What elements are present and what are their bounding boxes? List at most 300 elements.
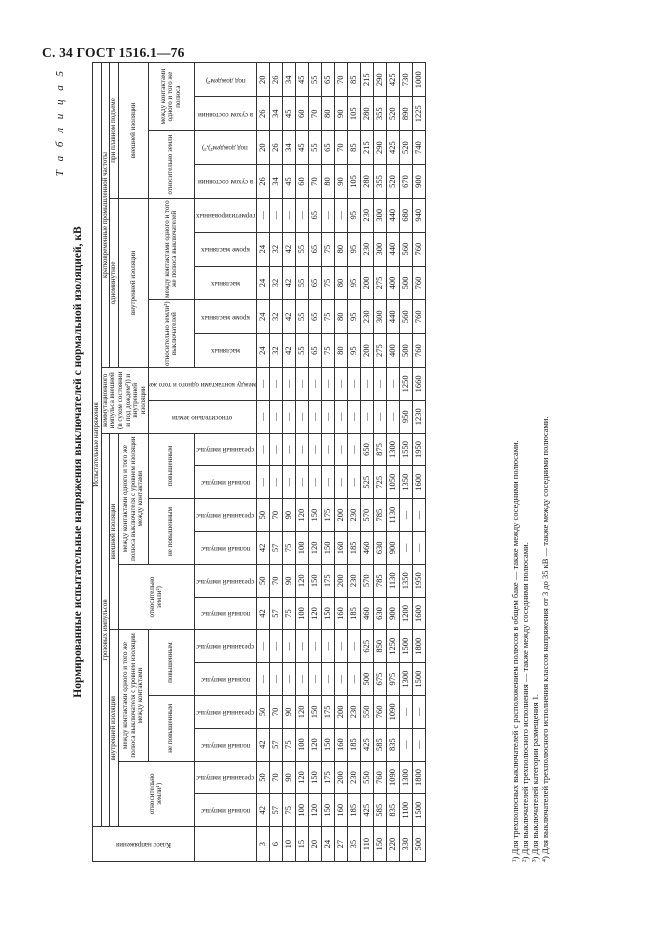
table-cell: 95	[347, 300, 360, 334]
table-cell: 24	[256, 266, 269, 300]
table-cell: 75	[282, 794, 295, 827]
table-cell: 90	[282, 499, 295, 532]
table-cell: —	[282, 368, 295, 401]
table-cell: 500	[399, 334, 412, 368]
table-cell: 42	[282, 334, 295, 368]
table-cell: 585	[373, 728, 386, 761]
table-cell: —	[256, 663, 269, 696]
table-cell: 200	[334, 695, 347, 728]
table-cell: 525	[360, 466, 373, 499]
table-cell: 835	[386, 728, 399, 761]
table-number: Т а б л и ц а 5	[54, 68, 66, 177]
table-cell: 440	[386, 232, 399, 266]
table-cell: —	[373, 400, 386, 433]
table-cell: 440	[386, 198, 399, 232]
header-rel-earth-2: относительно земли²)	[119, 564, 195, 630]
table-row	[347, 63, 360, 862]
table-cell: —	[334, 198, 347, 232]
header-hermetic: герметизированных	[194, 198, 256, 232]
table-cell: 520	[386, 97, 399, 131]
table-cell: 230	[360, 198, 373, 232]
table-cell: 300	[373, 300, 386, 334]
table-cell: —	[347, 466, 360, 499]
table-cell: —	[295, 198, 308, 232]
table-cell: 65	[308, 232, 321, 266]
table-cell: 290	[373, 63, 386, 97]
table-cell: 175	[321, 761, 334, 794]
table-cell: 55	[295, 300, 308, 334]
table-cell: 175	[321, 499, 334, 532]
voltage-class-cell: 500	[412, 827, 425, 862]
header-increased-int: повышенным	[148, 630, 194, 696]
table-cell: 120	[295, 564, 308, 597]
table-cell: 80	[321, 97, 334, 131]
table-cell: 230	[347, 695, 360, 728]
table-row	[373, 63, 386, 862]
table-cell: 425	[360, 794, 373, 827]
table-cell: 570	[360, 564, 373, 597]
table-cell: 355	[373, 97, 386, 131]
table-cell: 150	[321, 728, 334, 761]
header-oil: масляных	[194, 334, 256, 368]
table-cell: 57	[269, 794, 282, 827]
table-cell: 50	[256, 499, 269, 532]
voltage-class-cell: 3	[256, 827, 269, 862]
table-cell: 150	[308, 499, 321, 532]
voltage-class-cell: 110	[360, 827, 373, 862]
table-cell: 760	[373, 695, 386, 728]
table-cell: —	[269, 663, 282, 696]
header-increased-ext: повышенным	[148, 433, 194, 499]
table-cell: 70	[269, 761, 282, 794]
footnote: ²) Для выключателей трехполюсного исполнения — также между соседними полюсами.	[520, 542, 531, 862]
table-cell: 760	[373, 761, 386, 794]
table-cell: 95	[347, 198, 360, 232]
table-cell: 560	[399, 232, 412, 266]
table-cell: 50	[256, 564, 269, 597]
table-cell: 150	[321, 531, 334, 564]
table-cell: 20	[256, 63, 269, 97]
table-cell: —	[256, 368, 269, 401]
table-cell: 230	[347, 761, 360, 794]
table-cell: 26	[256, 165, 269, 199]
table-cell: —	[256, 466, 269, 499]
table-cell: 200	[334, 499, 347, 532]
table-cell: 20	[256, 131, 269, 165]
table-cell: —	[269, 198, 282, 232]
table-cell: —	[399, 499, 412, 532]
table-cell: 185	[347, 728, 360, 761]
table-cell: 95	[347, 266, 360, 300]
table-cell: 120	[308, 531, 321, 564]
table-cell: 120	[295, 695, 308, 728]
table-cell: 70	[334, 63, 347, 97]
table-cell: 42	[256, 794, 269, 827]
header-class-spacer	[194, 827, 256, 862]
table-cell: 85	[347, 63, 360, 97]
table-cell: 80	[334, 334, 347, 368]
table-cell: —	[295, 400, 308, 433]
table-cell: —	[269, 433, 282, 466]
table-cell: 940	[412, 198, 425, 232]
table-cell: 75	[321, 300, 334, 334]
table-cell: —	[386, 368, 399, 401]
table-cell: 230	[360, 300, 373, 334]
table-cell: 300	[373, 232, 386, 266]
table-cell: 75	[282, 531, 295, 564]
table-cell: 160	[334, 794, 347, 827]
table-cell: 280	[360, 165, 373, 199]
header-chopped: срезанный импульс	[194, 499, 256, 532]
table-cell: —	[295, 466, 308, 499]
table-cell: 150	[308, 564, 321, 597]
table-cell: 400	[386, 266, 399, 300]
table-cell: 550	[360, 761, 373, 794]
table-cell: 185	[347, 531, 360, 564]
table-cell: 1250	[386, 630, 399, 663]
header-not-increased-ext: не повышенным	[148, 499, 194, 565]
table-cell: 65	[308, 266, 321, 300]
header-between-contacts-ext2: между контактами одного и того же полюса	[148, 63, 194, 131]
table-cell: 280	[360, 97, 373, 131]
table-cell: —	[308, 663, 321, 696]
voltage-class-cell: 15	[295, 827, 308, 862]
table-cell: 105	[347, 97, 360, 131]
table-cell: 500	[360, 663, 373, 696]
table-cell: 24	[256, 334, 269, 368]
table-row	[412, 63, 425, 862]
voltage-class-cell: 35	[347, 827, 360, 862]
table-cell: 160	[334, 531, 347, 564]
header-external: внешней изоляции	[110, 433, 119, 630]
header-chopped: срезанный импульс	[194, 564, 256, 597]
table-cell: 60	[295, 97, 308, 131]
voltage-class-cell: 150	[373, 827, 386, 862]
table-cell: —	[256, 400, 269, 433]
table-cell: —	[269, 368, 282, 401]
table-cell: 90	[282, 564, 295, 597]
table-cell: 500	[399, 266, 412, 300]
table-cell: 230	[347, 499, 360, 532]
table-title: Нормированные испытательные напряжения выключателей с нормальной изоляцией, кВ	[72, 226, 84, 698]
header-full: полный импульс	[194, 728, 256, 761]
table-cell: —	[334, 433, 347, 466]
table-cell: 1600	[412, 597, 425, 630]
header-rain: под дождем²),³)	[194, 131, 256, 165]
voltage-class-cell: 10	[282, 827, 295, 862]
table-cell: 34	[269, 165, 282, 199]
table-cell: 150	[321, 794, 334, 827]
table-cell: 100	[295, 728, 308, 761]
table-cell: —	[308, 368, 321, 401]
table-cell: 70	[334, 131, 347, 165]
rotated-table-page	[52, 62, 612, 862]
table-cell: 740	[412, 131, 425, 165]
table-cell: 75	[321, 266, 334, 300]
table-cell: 55	[295, 232, 308, 266]
table-cell: —	[269, 400, 282, 433]
header-except-oil-2: кроме масляных	[194, 232, 256, 266]
table-cell: 45	[295, 63, 308, 97]
table-cell: —	[269, 630, 282, 663]
header-class: Класс напряжения	[93, 827, 195, 862]
table-cell: 32	[269, 232, 282, 266]
table-cell: 120	[308, 728, 321, 761]
header-rel-earth-1: относительно земли¹)	[119, 761, 195, 827]
footnotes	[510, 62, 550, 862]
table-cell: —	[308, 466, 321, 499]
table-cell: 230	[360, 232, 373, 266]
table-row	[360, 63, 373, 862]
table-cell: 65	[308, 198, 321, 232]
table-cell: —	[347, 400, 360, 433]
table-cell: —	[412, 531, 425, 564]
table-cell: —	[282, 198, 295, 232]
table-cell: —	[347, 630, 360, 663]
table-cell: 1230	[412, 400, 425, 433]
table-cell: 185	[347, 597, 360, 630]
header-rain2: под дождем²)	[194, 63, 256, 97]
table-cell: 150	[321, 597, 334, 630]
table-cell: —	[295, 368, 308, 401]
table-cell: 850	[373, 630, 386, 663]
table-cell: 950	[399, 400, 412, 433]
table-cell: 1500	[399, 630, 412, 663]
page-header: С. 34 ГОСТ 1516.1—76	[42, 45, 185, 60]
table-cell: 1500	[412, 794, 425, 827]
table-cell: —	[412, 499, 425, 532]
table-cell: 760	[412, 300, 425, 334]
table-cell: 200	[334, 761, 347, 794]
table-cell: 1130	[386, 564, 399, 597]
voltage-class-cell: 6	[269, 827, 282, 862]
table-cell: 875	[373, 433, 386, 466]
table-cell: 1225	[412, 97, 425, 131]
table-cell: —	[347, 368, 360, 401]
table-cell: 85	[347, 131, 360, 165]
table-cell: 100	[295, 531, 308, 564]
table-cell: 70	[308, 97, 321, 131]
table-cell: —	[334, 368, 347, 401]
table-cell: 175	[321, 695, 334, 728]
header-chopped: срезанный импульс	[194, 630, 256, 663]
table-cell: 1350	[399, 466, 412, 499]
header-between-contacts-int: между контактами одного и того же полюса выключателя с уровнем изоляции между контактами	[119, 630, 149, 761]
table-cell: 34	[269, 97, 282, 131]
table-cell: 425	[360, 728, 373, 761]
table-cell: 520	[386, 165, 399, 199]
table-cell: —	[360, 368, 373, 401]
table-cell: 1130	[386, 499, 399, 532]
table-cell: 105	[347, 165, 360, 199]
header-int-ins: внутренней изоляции	[119, 198, 149, 367]
table-cell: —	[386, 400, 399, 433]
table-cell: 585	[373, 794, 386, 827]
table-cell: 785	[373, 564, 386, 597]
table-cell: 1500	[412, 663, 425, 696]
table-cell: —	[334, 466, 347, 499]
table-cell: —	[308, 433, 321, 466]
table-cell: —	[321, 630, 334, 663]
table-cell: 975	[386, 663, 399, 696]
voltage-class-cell: 20	[308, 827, 321, 862]
table-cell: 55	[295, 334, 308, 368]
table-cell: 900	[386, 597, 399, 630]
table-cell: 1250	[399, 368, 412, 401]
table-cell: 26	[269, 63, 282, 97]
table-cell: 55	[295, 266, 308, 300]
header-sw-earth: относительно земли	[148, 400, 256, 433]
table-cell: —	[399, 728, 412, 761]
table-cell: —	[295, 433, 308, 466]
table-cell: 160	[334, 597, 347, 630]
table-cell: 150	[308, 761, 321, 794]
table-cell: 1800	[412, 761, 425, 794]
header-chopped: срезанный импульс	[194, 433, 256, 466]
table-cell: —	[399, 531, 412, 564]
table-cell: 75	[282, 728, 295, 761]
header-dry2: в сухом состоянии	[194, 97, 256, 131]
table-cell: 675	[373, 663, 386, 696]
table-cell: 760	[412, 334, 425, 368]
table-cell: —	[256, 198, 269, 232]
header-full: полный импульс	[194, 597, 256, 630]
table-cell: 1200	[399, 597, 412, 630]
table-cell: 400	[386, 334, 399, 368]
table-cell: 65	[321, 131, 334, 165]
table-cell: 100	[295, 794, 308, 827]
header-industrial: кратковременные промышленной частоты	[101, 63, 110, 368]
table-cell: 650	[360, 433, 373, 466]
header-full: полный импульс	[194, 466, 256, 499]
table-cell: 1090	[386, 695, 399, 728]
table-cell: 1090	[386, 761, 399, 794]
table-cell: —	[399, 695, 412, 728]
table-cell: 1950	[412, 564, 425, 597]
table-cell: 45	[295, 131, 308, 165]
table-cell: 460	[360, 597, 373, 630]
table-cell: —	[373, 368, 386, 401]
header-oil: масляных	[194, 266, 256, 300]
table-cell: —	[347, 433, 360, 466]
table-cell: —	[282, 466, 295, 499]
table-cell: 57	[269, 531, 282, 564]
table-cell: 65	[308, 334, 321, 368]
table-cell: 50	[256, 761, 269, 794]
table-cell: 55	[308, 63, 321, 97]
table-cell: 760	[412, 232, 425, 266]
table-cell: 1660	[412, 368, 425, 401]
header-not-increased-int: не повышенным	[148, 695, 194, 761]
table-cell: 75	[321, 334, 334, 368]
footnote: ¹) Для трехполюсных выключателей с расположением полюсов в общем баке — также между соседними полюсами.	[510, 440, 520, 862]
table-cell: 460	[360, 531, 373, 564]
header-sw-contacts: между контактами одного и того же	[148, 368, 256, 401]
table-cell: 160	[334, 728, 347, 761]
table-cell: 300	[373, 198, 386, 232]
header-ext-ins: внешней изоляции	[119, 63, 149, 199]
table-cell: 185	[347, 794, 360, 827]
voltage-class-cell: 220	[386, 827, 399, 862]
table-cell: 1300	[399, 663, 412, 696]
table-cell: 95	[347, 334, 360, 368]
table-cell: —	[308, 630, 321, 663]
table-cell: 34	[282, 131, 295, 165]
table-body	[256, 63, 425, 862]
table-cell: 42	[282, 300, 295, 334]
table-cell: 1000	[412, 63, 425, 97]
table-cell: 70	[269, 695, 282, 728]
table-cell: 120	[308, 597, 321, 630]
table-cell: —	[412, 695, 425, 728]
table-row	[282, 63, 295, 862]
table-cell: 275	[373, 334, 386, 368]
table-cell: —	[282, 630, 295, 663]
header-rel-earth-3: относительно земли³) выключателей	[148, 300, 194, 368]
table-cell: 55	[308, 131, 321, 165]
table-cell: 42	[282, 232, 295, 266]
table-cell: 785	[373, 499, 386, 532]
table-cell: 630	[373, 531, 386, 564]
table-row	[295, 63, 308, 862]
table-cell: 90	[334, 165, 347, 199]
table-cell: 45	[282, 165, 295, 199]
table-cell: 290	[373, 131, 386, 165]
header-dry: в сухом состоянии	[194, 165, 256, 199]
table-cell: —	[321, 433, 334, 466]
header-smooth-rise: при плавном подъеме	[110, 63, 119, 199]
table-cell: —	[321, 368, 334, 401]
table-cell: —	[308, 400, 321, 433]
table-cell: —	[360, 400, 373, 433]
table-cell: —	[269, 466, 282, 499]
table-cell: 890	[399, 97, 412, 131]
table-cell: 80	[321, 165, 334, 199]
header-internal: внутренней изоляции	[110, 630, 119, 827]
table-cell: 215	[360, 63, 373, 97]
table-cell: 725	[373, 466, 386, 499]
table-cell: 75	[321, 232, 334, 266]
voltage-table	[92, 62, 426, 862]
table-cell: 90	[334, 97, 347, 131]
table-cell: 95	[347, 232, 360, 266]
header-between-contacts-ind: между контактами одного и того же полюса выключателей	[148, 198, 194, 299]
header-full: полный импульс	[194, 794, 256, 827]
table-cell: 215	[360, 131, 373, 165]
table-cell: 70	[269, 564, 282, 597]
table-cell: —	[321, 466, 334, 499]
table-cell: 80	[334, 232, 347, 266]
footnote: ⁴) Для выключателей трехполюсного исполнения классов напряжения от 3 до 35 кВ — также между соседними полюсами.	[540, 416, 551, 862]
table-cell: 150	[308, 695, 321, 728]
table-cell: 730	[399, 63, 412, 97]
table-cell: 1300	[399, 761, 412, 794]
voltage-class-cell: 27	[334, 827, 347, 862]
table-cell: 50	[256, 695, 269, 728]
table-cell: 57	[269, 597, 282, 630]
table-cell: 520	[399, 131, 412, 165]
table-cell: 120	[295, 499, 308, 532]
table-cell: 425	[386, 63, 399, 97]
table-cell: 200	[334, 564, 347, 597]
header-lightning: грозовых импульсов	[101, 433, 110, 827]
header-switching: коммутационного импульса внешней (в сухом состоянии и под дождем²)) и внутренней изоляции	[101, 368, 148, 434]
table-cell: 275	[373, 266, 386, 300]
table-row	[399, 63, 412, 862]
header-rel-earth-ext: относительно земли	[148, 131, 194, 199]
table-cell: 70	[269, 499, 282, 532]
table-cell: 1300	[386, 433, 399, 466]
